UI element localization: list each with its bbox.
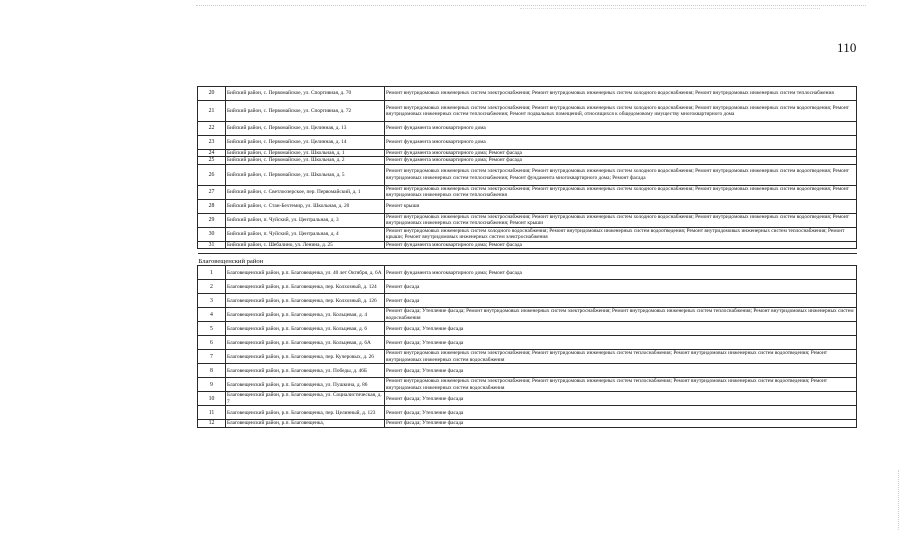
row-works: Ремонт фундамента многоквартирного дома; Ремонт фасада [385, 157, 857, 164]
row-address: Бийский район, с. Первомайское, ул. Целинная, д. 13 [226, 122, 385, 136]
row-works: Ремонт фасада; Утепление фасада; Ремонт внутридомовых инженерных систем электроснабжения; Ремонт внутридомовых инженерных систем теплоснабжения; Ремонт внутридомовых инженерных систем водоснабжения [385, 308, 857, 322]
row-number: 20 [198, 87, 226, 101]
scan-artifact-line [196, 5, 866, 6]
row-address: Благовещенский район, р.п. Благовещенка, ул. Кольцевая, д. 4 [226, 308, 385, 322]
row-address: Благовещенский район, р.п. Благовещенка, пер. Колхозный, д. 126 [226, 294, 385, 308]
table-row [198, 322, 857, 336]
section-title: Благовещенский район [198, 254, 857, 266]
table-row [198, 350, 857, 364]
table-row [198, 336, 857, 350]
table-row [198, 406, 857, 420]
row-address: Бийский район, п. Чуйский, ул. Центральная, д. 4 [226, 227, 385, 241]
row-works: Ремонт внутридомовых инженерных систем электроснабжения; Ремонт внутридомовых инженерных систем холодного водоснабжения; Ремонт внутридомовых инженерных систем водоотведения; Ремонт внутридомовых инженерных систем теплоснабжения; Ремонт подвальных помещений, относящихся к общедомовому имуществу многоквартирного дома [385, 101, 857, 122]
table-row [198, 392, 857, 406]
row-address: Благовещенский район, р.п. Благовещенка, ул. Кольцевая, д. 6А [226, 336, 385, 350]
row-number: 2 [198, 280, 226, 294]
table-row [198, 136, 857, 150]
table-row [198, 308, 857, 322]
row-works: Ремонт внутридомовых инженерных систем электроснабжения; Ремонт внутридомовых инженерных систем холодного водоснабжения; Ремонт внутридомовых инженерных систем теплоснабжения [385, 87, 857, 101]
row-works: Ремонт фасада; Утепление фасада [385, 392, 857, 406]
table-row [198, 266, 857, 280]
table-row [198, 227, 857, 241]
row-works: Ремонт внутридомовых инженерных систем электроснабжения; Ремонт внутридомовых инженерных систем холодного водоснабжения; Ремонт внутридомовых инженерных систем водоотведения; Ремонт внутридомовых инженерных систем теплоснабжения; Ремонт крыши [385, 213, 857, 227]
row-address: Бийский район, с. Светлоозерское, пер. Первомайский, д. 1 [226, 185, 385, 199]
row-number: 10 [198, 392, 226, 406]
row-number: 27 [198, 185, 226, 199]
row-address: Благовещенский район, р.п. Благовещенка, пер. Кучеровых, д. 26 [226, 350, 385, 364]
row-works: Ремонт фасада [385, 294, 857, 308]
row-works: Ремонт фасада [385, 280, 857, 294]
row-works: Ремонт фундамента многоквартирного дома [385, 122, 857, 136]
row-number: 26 [198, 164, 226, 185]
row-works: Ремонт фасада; Утепление фасада [385, 322, 857, 336]
row-number: 22 [198, 122, 226, 136]
row-address: Благовещенский район, р.п. Благовещенка, пер. Колхозный, д. 124 [226, 280, 385, 294]
row-works: Ремонт внутридомовых инженерных систем электроснабжения; Ремонт внутридомовых инженерных систем холодного водоснабжения; Ремонт внутридомовых инженерных систем водоотведения; Ремонт внутридомовых инженерных систем теплоснабжения; Ремонт фундамента многоквартирного дома; Ремонт фасада [385, 164, 857, 185]
row-works: Ремонт фундамента многоквартирного дома [385, 136, 857, 150]
row-address: Благовещенский район, р.п. Благовещенка, ул. Кольцевая, д. 6 [226, 322, 385, 336]
row-address: Бийский район, с. Первомайское, ул. Целинная, д. 14 [226, 136, 385, 150]
row-address: Бийский район, с. Первомайское, ул. Спортивная, д. 70 [226, 87, 385, 101]
row-works: Ремонт фундамента многоквартирного дома; Ремонт фасада [385, 150, 857, 157]
row-address: Бийский район, с. Первомайское, ул. Школьная, д. 2 [226, 157, 385, 164]
scan-artifact-edge [890, 470, 899, 530]
row-address: Бийский район, с. Первомайское, ул. Школьная, д. 5 [226, 164, 385, 185]
table-row [198, 157, 857, 164]
row-number: 21 [198, 101, 226, 122]
row-works: Ремонт фасада; Утепление фасада [385, 420, 857, 427]
row-works: Ремонт крыши [385, 199, 857, 213]
row-works: Ремонт внутридомовых инженерных систем электроснабжения; Ремонт внутридомовых инженерных систем холодного водоснабжения; Ремонт внутридомовых инженерных систем водоотведения; Ремонт внутридомовых инженерных систем теплоснабжения [385, 185, 857, 199]
row-number: 28 [198, 199, 226, 213]
row-address: Бийский район, с. Первомайское, ул. Спортивная, д. 72 [226, 101, 385, 122]
table-row [198, 101, 857, 122]
row-number: 31 [198, 241, 226, 248]
row-number: 8 [198, 364, 226, 378]
table-row [198, 280, 857, 294]
row-address: Благовещенский район, р.п. Благовещенка, [226, 420, 385, 427]
row-number: 6 [198, 336, 226, 350]
row-address: Благовещенский район, р.п. Благовещенка, ул. 40 лет Октября, д. 6А [226, 266, 385, 280]
table-row [198, 241, 857, 248]
row-number: 3 [198, 294, 226, 308]
table-row [198, 364, 857, 378]
row-address: Благовещенский район, р.п. Благовещенка, ул. Социалистическая, д. 7 [226, 392, 385, 406]
row-works: Ремонт фасада; Утепление фасада [385, 406, 857, 420]
document-sheet [197, 86, 857, 428]
repair-program-table [197, 86, 857, 428]
row-works: Ремонт фасада; Утепление фасада [385, 364, 857, 378]
page-number: 110 [837, 40, 857, 55]
row-address: Бийский район, с. Шебалино, ул. Ленина, д. 25 [226, 241, 385, 248]
table-row [198, 185, 857, 199]
row-works: Ремонт фундамента многоквартирного дома; Ремонт фасада [385, 266, 857, 280]
row-number: 5 [198, 322, 226, 336]
table-row [198, 164, 857, 185]
row-number: 7 [198, 350, 226, 364]
row-works: Ремонт фасада; Утепление фасада [385, 336, 857, 350]
row-number: 29 [198, 213, 226, 227]
row-number: 12 [198, 420, 226, 427]
table-row [198, 150, 857, 157]
row-works: Ремонт внутридомовых инженерных систем электроснабжения; Ремонт внутридомовых инженерных систем теплоснабжения; Ремонт внутридомовых инженерных систем водоотведения; Ремонт внутридомовых инженерных систем водоснабжения [385, 378, 857, 392]
scan-artifact-line [520, 8, 820, 9]
table-row [198, 378, 857, 392]
row-works: Ремонт внутридомовых инженерных систем холодного водоснабжения; Ремонт внутридомовых инженерных систем водоотведения; Ремонт внутридомовых инженерных систем теплоснабжения; Ремонт крыши; Ремонт внутридомовых инженерных систем электроснабжения [385, 227, 857, 241]
row-number: 30 [198, 227, 226, 241]
row-works: Ремонт фундамента многоквартирного дома; Ремонт фасада [385, 241, 857, 248]
row-number: 23 [198, 136, 226, 150]
table-row [198, 87, 857, 101]
row-address: Благовещенский район, р.п. Благовещенка, пер. Целинный, д. 123 [226, 406, 385, 420]
row-number: 9 [198, 378, 226, 392]
row-number: 1 [198, 266, 226, 280]
row-address: Бийский район, с. Стан-Бехтемир, ул. Школьная, д. 20 [226, 199, 385, 213]
row-address: Бийский район, п. Чуйский, ул. Центральная, д. 3 [226, 213, 385, 227]
row-address: Бийский район, с. Первомайское, ул. Школьная, д. 1 [226, 150, 385, 157]
table-row [198, 122, 857, 136]
row-number: 25 [198, 157, 226, 164]
row-works: Ремонт внутридомовых инженерных систем электроснабжения; Ремонт внутридомовых инженерных систем теплоснабжения; Ремонт внутридомовых инженерных систем водоотведения; Ремонт внутридомовых инженерных систем водоснабжения [385, 350, 857, 364]
row-address: Благовещенский район, р.п. Благовещенка, ул. Пушкина, д. 86 [226, 378, 385, 392]
table-row [198, 420, 857, 427]
row-number: 11 [198, 406, 226, 420]
row-number: 24 [198, 150, 226, 157]
section-header-row [198, 254, 857, 266]
table-row [198, 294, 857, 308]
table-row [198, 213, 857, 227]
row-number: 4 [198, 308, 226, 322]
row-address: Благовещенский район, р.п. Благовещенка, ул. Победы, д. 46Б [226, 364, 385, 378]
table-row [198, 199, 857, 213]
